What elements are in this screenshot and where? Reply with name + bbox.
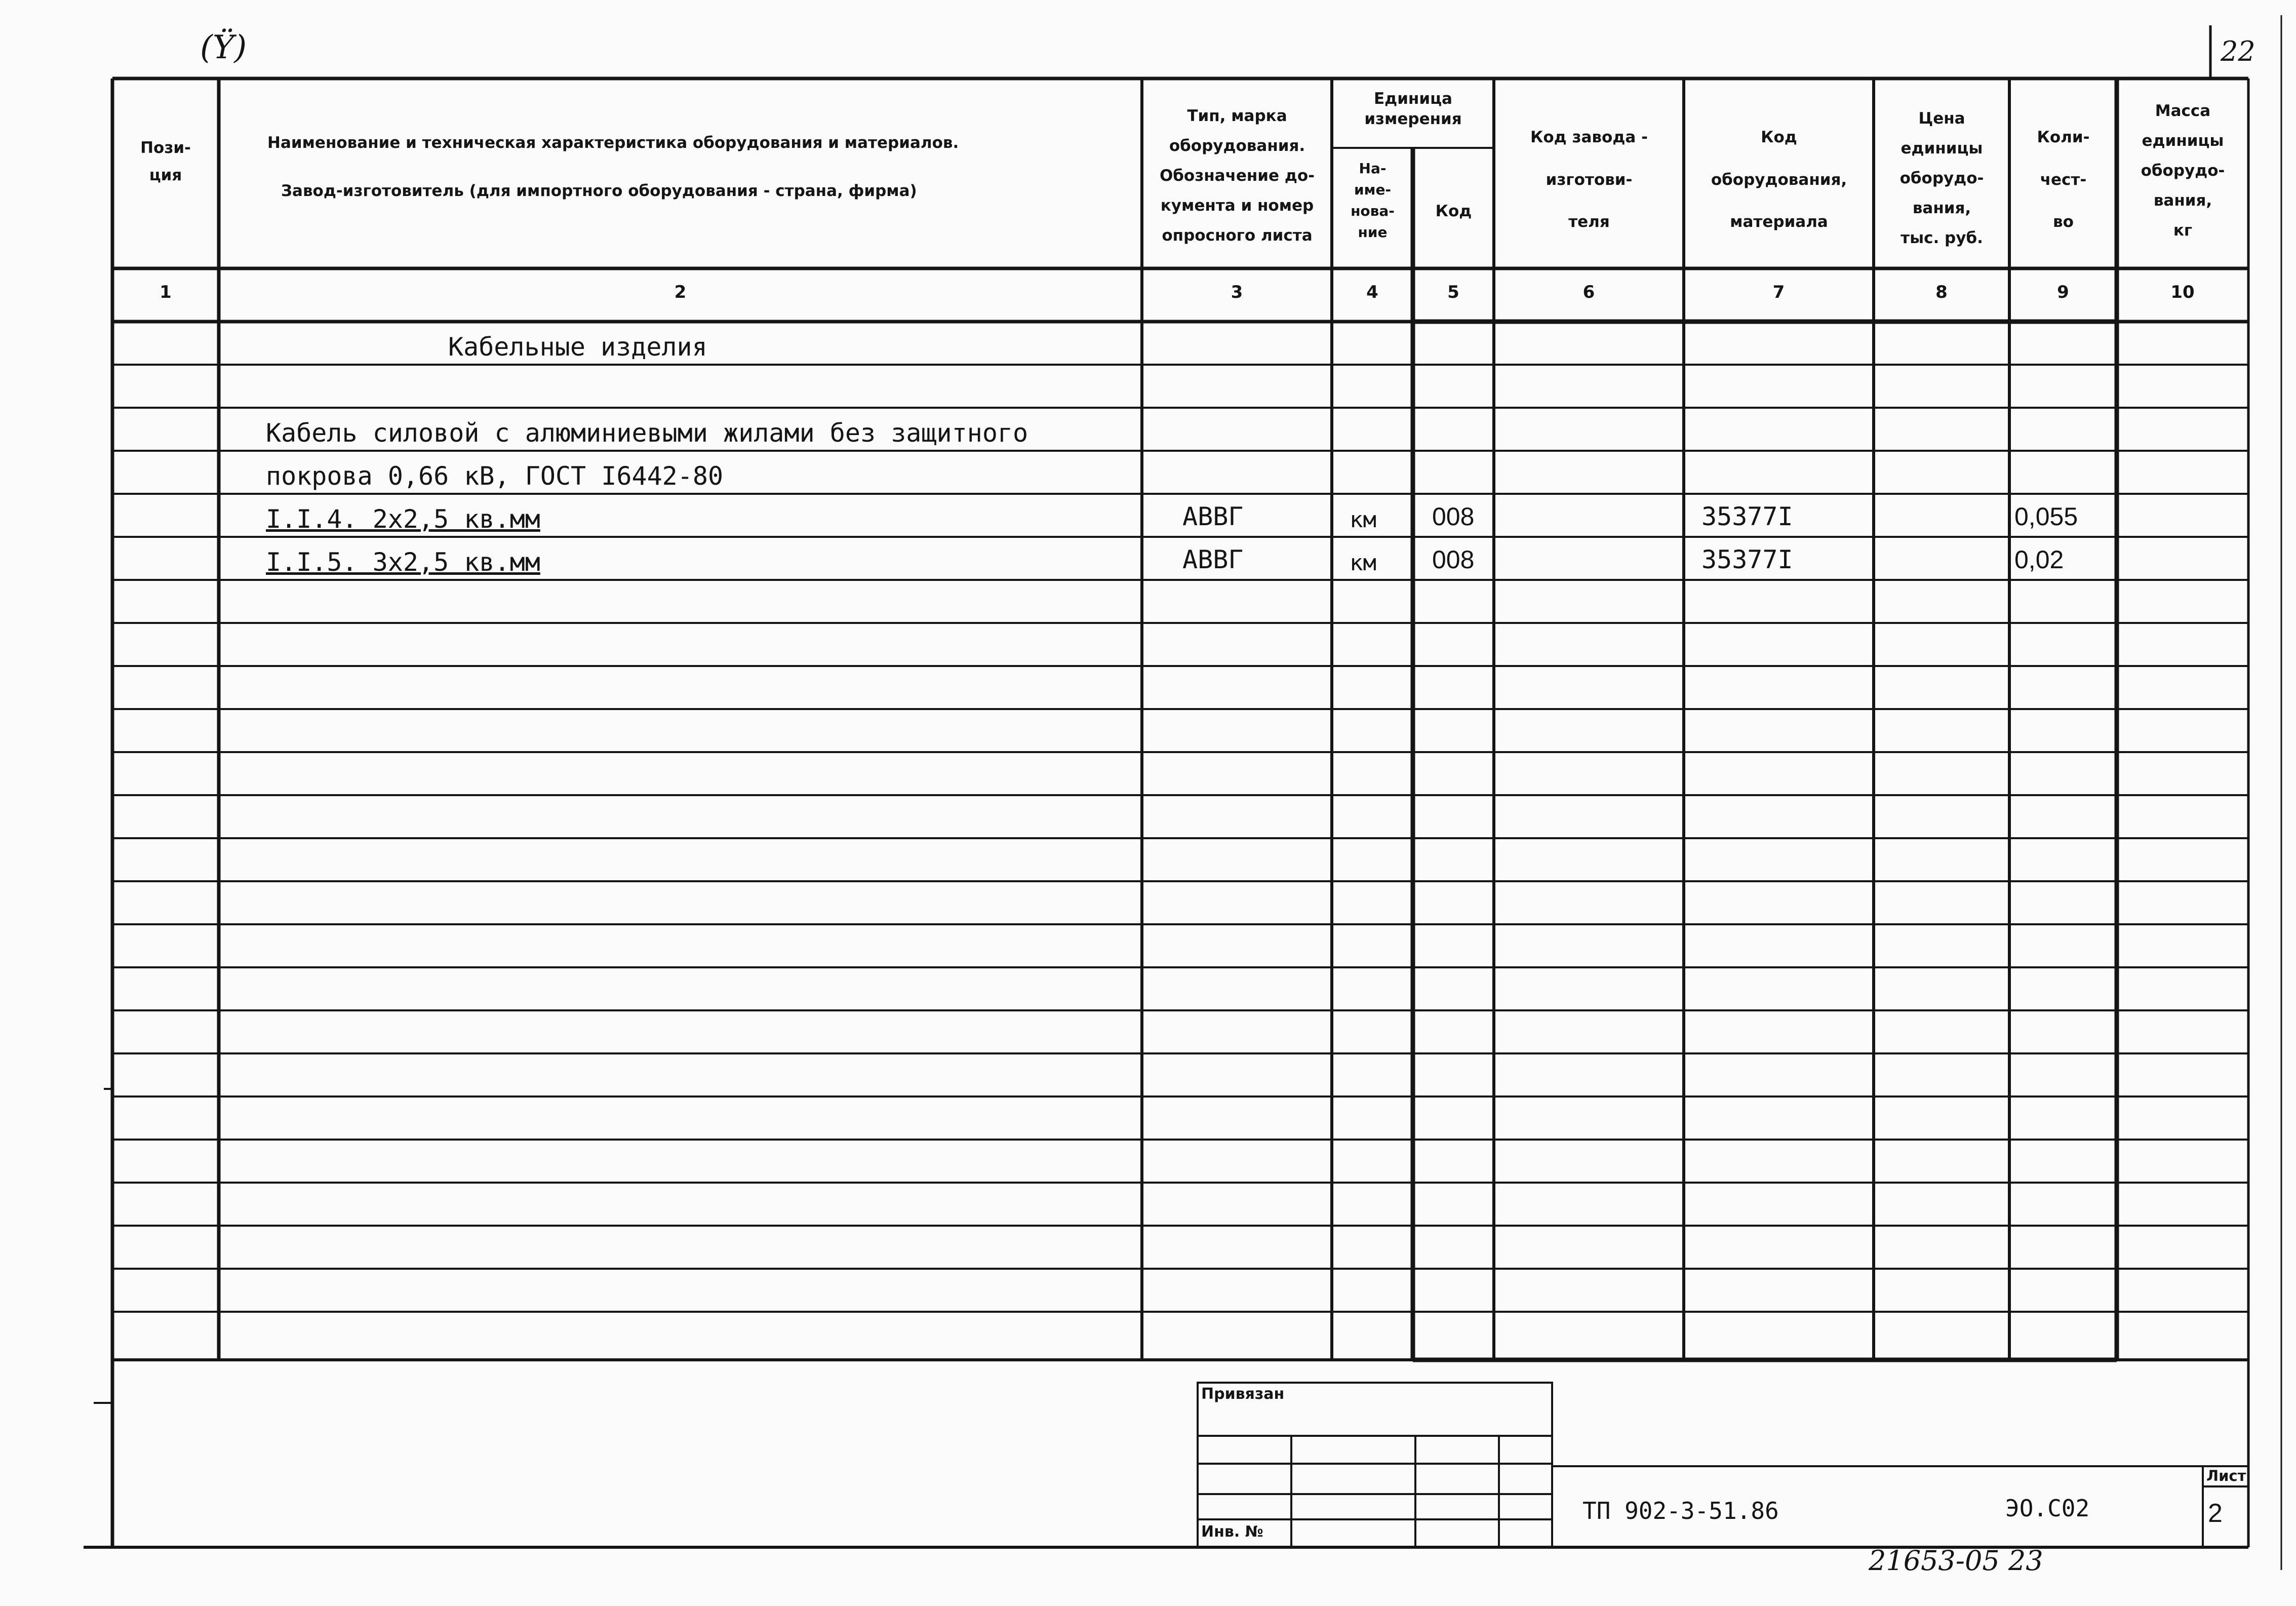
header-name-line2: Завод-изготовитель (для импортного оборудования - страна, фирма) <box>281 182 917 200</box>
column-number-3: 3 <box>1231 282 1243 302</box>
item-type: АВВГ <box>1182 502 1244 531</box>
column-number-4: 4 <box>1366 282 1378 302</box>
stamp-privyazan-label: Привязан <box>1201 1385 1285 1403</box>
stamp-section-code: ЭО.С02 <box>2005 1495 2090 1522</box>
item-type: АВВГ <box>1182 545 1244 574</box>
column-number-5: 5 <box>1447 282 1459 302</box>
header-position: Пози- ция <box>140 139 191 185</box>
item-unit-code: 008 <box>1432 502 1475 531</box>
header-unit-group: Единица измерения <box>1364 90 1462 129</box>
item-unit: км <box>1350 507 1376 533</box>
item-name: I.I.5. 3x2,5 кв.мм <box>266 547 540 577</box>
header-factory-code: Код завода - изготови- теля <box>1530 128 1648 231</box>
row-section-title: Кабельные изделия <box>448 332 707 362</box>
page-number: 22 <box>2221 35 2255 67</box>
column-number-1: 1 <box>160 282 172 302</box>
header-unit-name: На- име- нова- ние <box>1351 160 1395 241</box>
column-number-2: 2 <box>674 282 687 302</box>
header-quantity: Коли- чест- во <box>2037 128 2090 231</box>
stamp-document-code: ТП 902-3-51.86 <box>1582 1497 1779 1524</box>
item-quantity: 0,02 <box>2014 545 2064 574</box>
item-name: I.I.4. 2x2,5 кв.мм <box>266 504 540 534</box>
item-material-code: 35377I <box>1701 545 1793 574</box>
row-description-line1: Кабель силовой с алюминиевыми жилами без защитного <box>266 418 1028 448</box>
column-number-8: 8 <box>1935 282 1948 302</box>
stamp-sheet-label: Лист <box>2206 1467 2246 1484</box>
column-number-10: 10 <box>2170 282 2195 302</box>
header-price: Цена единицы оборудо- вания, тыс. руб. <box>1899 109 1984 247</box>
header-mass: Масса единицы оборудо- вания, кг <box>2141 102 2225 240</box>
footer-handwritten-number: 21653-05 23 <box>1869 1545 2043 1577</box>
stamp-sheet-number: 2 <box>2208 1499 2223 1528</box>
row-description-line2: покрова 0,66 кВ, ГОСТ I6442-80 <box>266 461 724 491</box>
column-number-7: 7 <box>1772 282 1785 302</box>
header-material-code: Код оборудования, материала <box>1711 128 1847 231</box>
header-unit-code: Код <box>1435 202 1472 220</box>
item-quantity: 0,055 <box>2014 502 2078 531</box>
column-number-6: 6 <box>1582 282 1595 302</box>
item-material-code: 35377I <box>1701 502 1793 531</box>
item-unit: км <box>1350 550 1376 576</box>
sheet-mark: (Ÿ) <box>200 29 247 66</box>
column-number-9: 9 <box>2057 282 2069 302</box>
stamp-inv-label: Инв. № <box>1201 1523 1263 1541</box>
item-unit-code: 008 <box>1432 545 1475 574</box>
header-name-line1: Наименование и техническая характеристика оборудования и материалов. <box>267 134 959 152</box>
header-type: Тип, марка оборудования. Обозначение до- кумента и номер опросного листа <box>1159 107 1315 245</box>
